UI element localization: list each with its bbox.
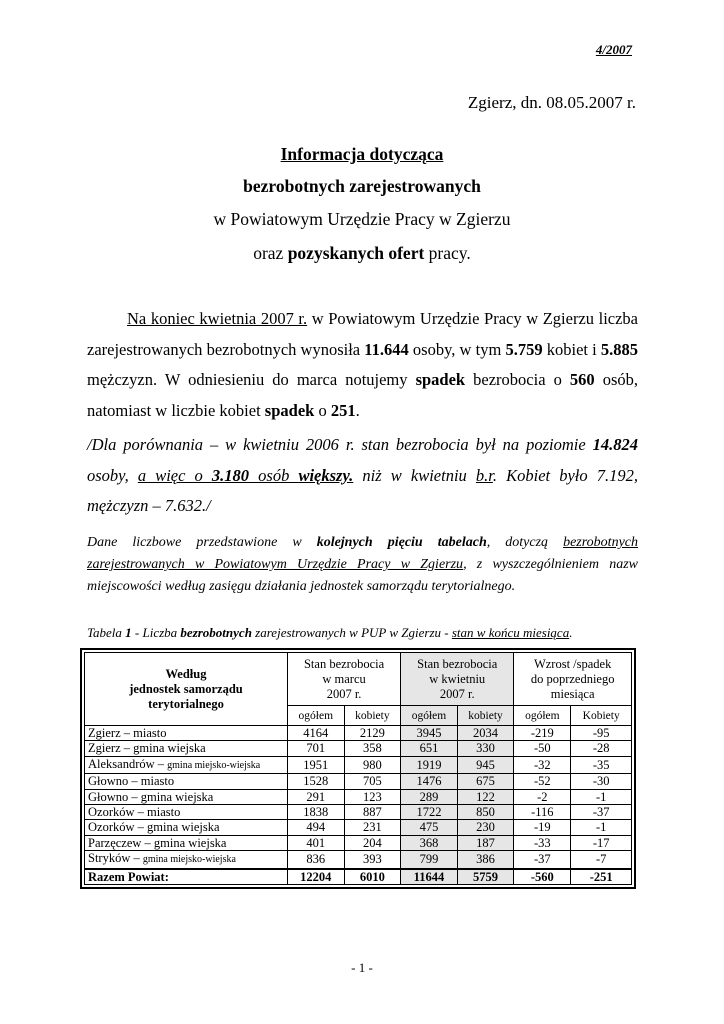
table-cell: 1838 [288, 805, 345, 820]
table-cell: 945 [457, 756, 514, 773]
table-cell: 122 [457, 789, 514, 804]
paragraph-tables-note: Dane liczbowe przedstawione w kolejnych pięciu tabelach, dotyczą bezrobotnych zarejestrowanych w Powiatowym Urzędzie Pracy w Zgierzu, z wyszczególnieniem nazw miejscowości według zasięgu działania jednostek samorządu terytorialnego. [87, 535, 639, 594]
table-cell: -28 [571, 741, 632, 756]
total-label: Razem Powiat: [85, 869, 288, 885]
subheader-total: ogółem [514, 706, 571, 726]
total-cell: 6010 [344, 869, 401, 885]
table-cell: 1919 [401, 756, 458, 773]
table-row [85, 851, 632, 869]
table-cell: 230 [457, 820, 514, 835]
header-territorial-unit: Według jednostek samorządu terytorialnego [85, 653, 288, 726]
table-cell: -50 [514, 741, 571, 756]
table-cell: 1722 [401, 805, 458, 820]
title-line-1: Informacja dotycząca [280, 144, 444, 164]
row-name-text: Stryków – [88, 851, 143, 866]
table-cell: 368 [401, 835, 458, 850]
table-row [85, 789, 632, 804]
total-cell: 5759 [457, 869, 514, 885]
row-name-suffix: gmina miejsko-wiejska [142, 854, 236, 866]
table-cell: -32 [514, 756, 571, 773]
table-row [85, 756, 632, 773]
subheader-total: ogółem [288, 706, 345, 726]
row-name-text: Zgierz – gmina wiejska [88, 741, 206, 756]
row-name [85, 726, 288, 741]
unemployment-table-frame [80, 648, 636, 889]
subheader-women: kobiety [344, 706, 401, 726]
table-cell: 651 [401, 741, 458, 756]
table-cell: 291 [288, 789, 345, 804]
total-cell: 12204 [288, 869, 345, 885]
table-cell: 799 [401, 851, 458, 869]
date-line: Zgierz, dn. 08.05.2007 r. [467, 93, 636, 112]
table-row [85, 741, 632, 756]
table-cell: 887 [344, 805, 401, 820]
row-name [85, 789, 288, 804]
table-cell: -219 [514, 726, 571, 741]
paragraph-comparison: /Dla porównania – w kwietniu 2006 r. stan bezrobocia był na poziomie 14.824 osoby, a więc o 3.180 osób większy. niż w kwietniu b.r. Kobiet było 7.192, mężczyzn – 7.632./ [87, 435, 638, 515]
table-cell: 3945 [401, 726, 458, 741]
table-cell: -1 [571, 820, 632, 835]
title-line-2: bezrobotnych zarejestrowanych [243, 176, 481, 196]
paragraph-summary: Na koniec kwietnia 2007 r. w Powiatowym Urzędzie Pracy w Zgierzu liczba zarejestrowanych bezrobotnych wynosiła 11.644 osoby, w tym 5.759 kobiet i 5.885 mężczyzn. W odniesieniu do marca notujemy spadek bezrobocia o 560 osób, natomiast w liczbie kobiet spadek o 251. [87, 309, 639, 420]
table-cell: 204 [344, 835, 401, 850]
table-row [85, 726, 632, 741]
row-name [85, 741, 288, 756]
table-total-row [85, 869, 632, 885]
header-change: Wzrost /spadek do poprzedniego miesiąca [514, 653, 632, 706]
row-name [85, 851, 288, 869]
table-cell: 1476 [401, 774, 458, 789]
table-cell: 289 [401, 789, 458, 804]
row-name [85, 805, 288, 820]
table-cell: -30 [571, 774, 632, 789]
table-cell: -17 [571, 835, 632, 850]
table-cell: 393 [344, 851, 401, 869]
table-cell: 330 [457, 741, 514, 756]
row-name-text: Głowno – gmina wiejska [88, 789, 214, 804]
table-cell: 4164 [288, 726, 345, 741]
table-cell: -52 [514, 774, 571, 789]
header-april-2007: Stan bezrobocia w kwietniu 2007 r. [401, 653, 514, 706]
table-cell: 836 [288, 851, 345, 869]
document-number: 4/2007 [595, 42, 632, 57]
table-cell: -37 [571, 805, 632, 820]
total-cell: 11644 [401, 869, 458, 885]
table-cell: -35 [571, 756, 632, 773]
title-line-3: w Powiatowym Urzędzie Pracy w Zgierzu [213, 209, 511, 229]
row-name-text: Ozorków – miasto [88, 805, 181, 820]
table-row [85, 805, 632, 820]
row-name-text: Aleksandrów – [88, 756, 168, 771]
table-cell: -37 [514, 851, 571, 869]
table-row [85, 774, 632, 789]
table-cell: 1951 [288, 756, 345, 773]
table-cell: 675 [457, 774, 514, 789]
table-cell: 2034 [457, 726, 514, 741]
table-cell: -1 [571, 789, 632, 804]
subheader-total: ogółem [401, 706, 458, 726]
table-cell: -33 [514, 835, 571, 850]
subheader-women: kobiety [457, 706, 514, 726]
table-cell: 231 [344, 820, 401, 835]
table-cell: -19 [514, 820, 571, 835]
table-cell: -2 [514, 789, 571, 804]
row-name [85, 835, 288, 850]
table-cell: 386 [457, 851, 514, 869]
row-name-text: Zgierz – miasto [88, 726, 167, 740]
table-cell: 2129 [344, 726, 401, 741]
table-cell: 123 [344, 789, 401, 804]
row-name-text: Ozorków – gmina wiejska [88, 820, 220, 835]
subheader-women: Kobiety [571, 706, 632, 726]
total-cell: -251 [571, 869, 632, 885]
table-cell: -95 [571, 726, 632, 741]
table-cell: 401 [288, 835, 345, 850]
table-cell: -7 [571, 851, 632, 869]
header-march-2007: Stan bezrobocia w marcu 2007 r. [288, 653, 401, 706]
table-cell: 358 [344, 741, 401, 756]
unemployment-table [84, 652, 632, 885]
table-row [85, 835, 632, 850]
table-cell: 494 [288, 820, 345, 835]
row-name [85, 820, 288, 835]
table-cell: 475 [401, 820, 458, 835]
row-name-text: Parzęczew – gmina wiejska [88, 835, 227, 850]
table-caption: Tabela 1 - Liczba bezrobotnych zarejestrowanych w PUP w Zgierzu - stan w końcu miesiąca. [87, 625, 573, 640]
table-cell: 705 [344, 774, 401, 789]
table-cell: 1528 [288, 774, 345, 789]
table-row [85, 820, 632, 835]
row-name-suffix: gmina miejsko-wiejska [167, 759, 261, 771]
row-name [85, 774, 288, 789]
table-cell: 187 [457, 835, 514, 850]
table-cell: 701 [288, 741, 345, 756]
total-cell: -560 [514, 869, 571, 885]
table-cell: -116 [514, 805, 571, 820]
table-cell: 850 [457, 805, 514, 820]
table-cell: 980 [344, 756, 401, 773]
page-number: - 1 - [351, 960, 373, 975]
title-line-4: oraz pozyskanych ofert pracy. [253, 243, 471, 263]
row-name [85, 756, 288, 773]
row-name-text: Głowno – miasto [88, 774, 175, 789]
